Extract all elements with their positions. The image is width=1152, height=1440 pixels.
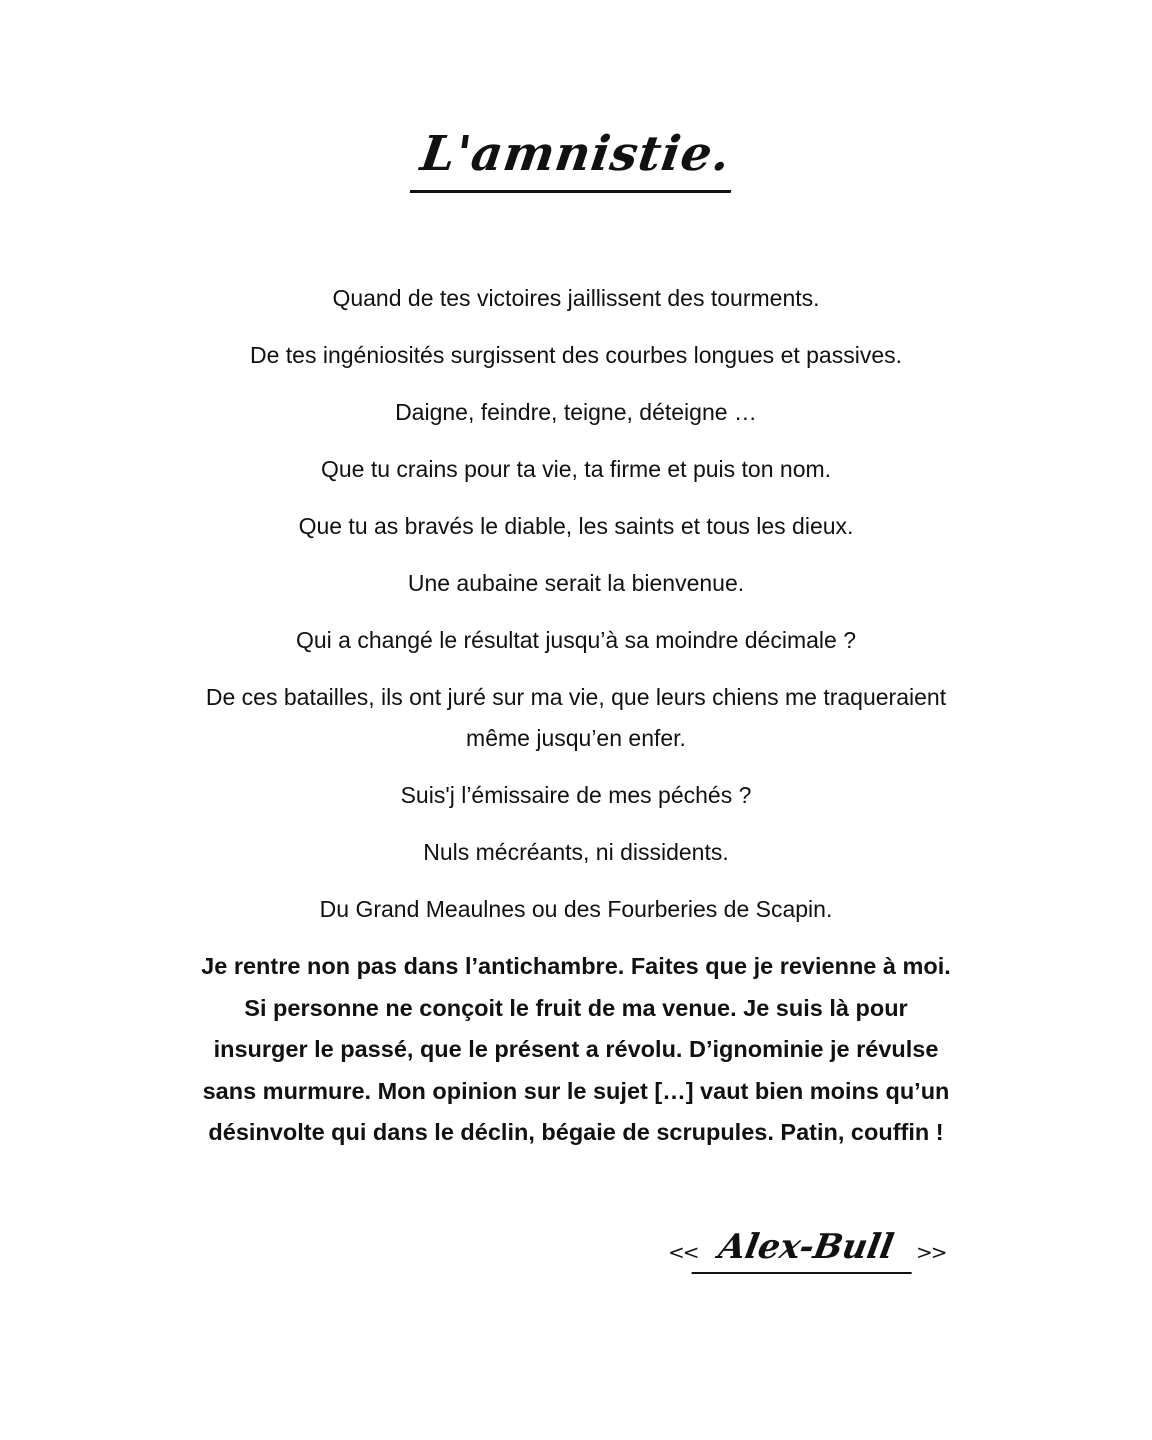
poem-body	[196, 278, 956, 1154]
verse-5: Que tu as bravés le diable, les saints et tous les dieux.	[298, 513, 854, 539]
verse-3: Daigne, feindre, teigne, déteigne …	[395, 399, 757, 425]
verse-2: De tes ingéniosités surgissent des courbes longues et passives.	[249, 342, 903, 368]
signature	[640, 1222, 980, 1282]
verse-9: Suis'j l’émissaire de mes péchés ?	[400, 782, 752, 808]
verse-8: De ces batailles, ils ont juré sur ma vie, que leurs chiens me traqueraient même jusqu’en enfer.	[205, 684, 947, 751]
verse-11: Du Grand Meaulnes ou des Fourberies de Scapin.	[319, 896, 833, 922]
verse-4: Que tu crains pour ta vie, ta firme et puis ton nom.	[320, 456, 832, 482]
verse-10: Nuls mécréants, ni dissidents.	[423, 839, 729, 865]
signature-left-mark: <<	[668, 1240, 698, 1264]
signature-right-mark: >>	[916, 1240, 946, 1264]
verse-1: Quand de tes victoires jaillissent des tourments.	[332, 285, 820, 311]
verse-7: Qui a changé le résultat jusqu’à sa moindre décimale ?	[296, 627, 856, 653]
signature-name: Alex-Bull	[691, 1222, 920, 1274]
poem-title: L'amnistie.	[410, 118, 742, 193]
bold-stanza: Je rentre non pas dans l’antichambre. Faites que je revienne à moi. Si personne ne conçoit le fruit de ma venue. Je suis là pour insurger le passé, que le présent a révolu. D’ignominie je révulse sans murmure. Mon opinion sur le sujet […] vaut bien moins qu’un désinvolte qui dans le déclin, bégaie de scrupules. Patin, couffin !	[201, 953, 951, 1145]
verse-6: Une aubaine serait la bienvenue.	[407, 570, 745, 596]
title-container	[0, 118, 1152, 193]
